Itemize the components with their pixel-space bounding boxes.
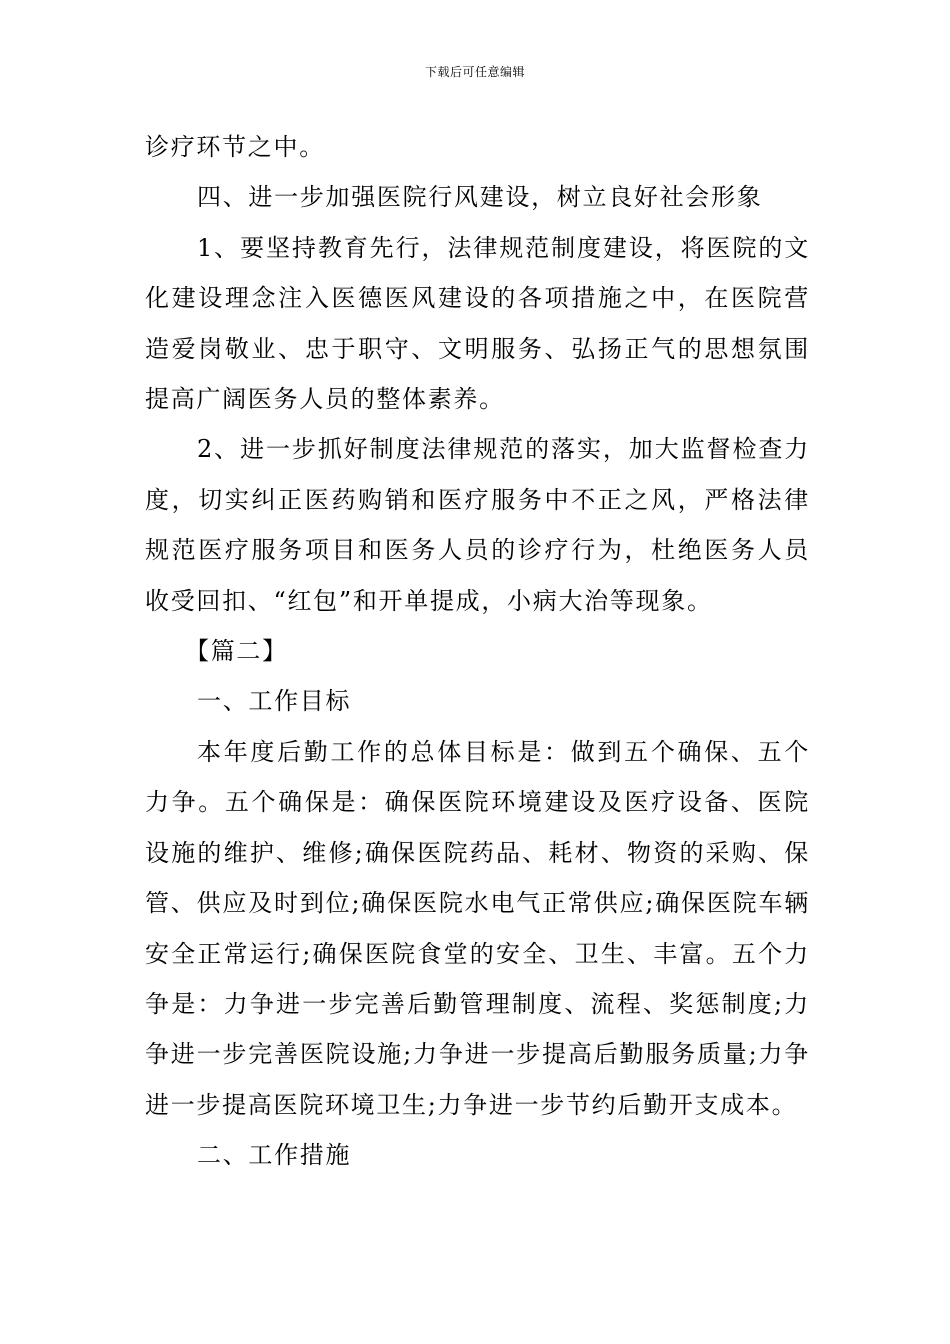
section-heading-four: 四、进一步加强医院行风建设，树立良好社会形象 [197,183,763,212]
document-body [145,122,810,1181]
paragraph-continuation: 诊疗环节之中。 [145,133,325,161]
paragraph-item-1: 1、要坚持教育先行，法律规范制度建设，将医院的文化建设理念注入医德医风建设的各项措施之中，在医院营造爱岗敬业、忠于职守、文明服务、弘扬正气的思想氛围提高广阔医务人员的整体素养。 [145,233,810,414]
page-header: 下载后可任意编辑 [424,65,525,79]
paragraph-goals: 本年度后勤工作的总体目标是：做到五个确保、五个力争。五个确保是：确保医院环境建设及医疗设备、医院设施的维护、维修;确保医院药品、耗材、物资的采购、保管、供应及时到位;确保医院水电气正常供应;确保医院车辆安全正常运行;确保医院食堂的安全、卫生、丰富。五个力争是：力争进一步完善后勤管理制度、流程、奖惩制度;力争进一步完善医院设施;力争进一步提高后勤服务质量;力争进一步提高医院环境卫生;力争进一步节约后勤开支成本。 [145,737,810,1119]
paragraph-item-2: 2、进一步抓好制度法律规范的落实，加大监督检查力度，切实纠正医药购销和医疗服务中不正之风，严格法律规范医疗服务项目和医务人员的诊疗行为，杜绝医务人员收受回扣、“红包”和开单提成，小病大治等现象。 [145,435,810,615]
section-heading-measures: 二、工作措施 [197,1141,352,1170]
section-heading-goals: 一、工作目标 [197,687,352,716]
part-heading: 【篇二】 [185,637,288,666]
